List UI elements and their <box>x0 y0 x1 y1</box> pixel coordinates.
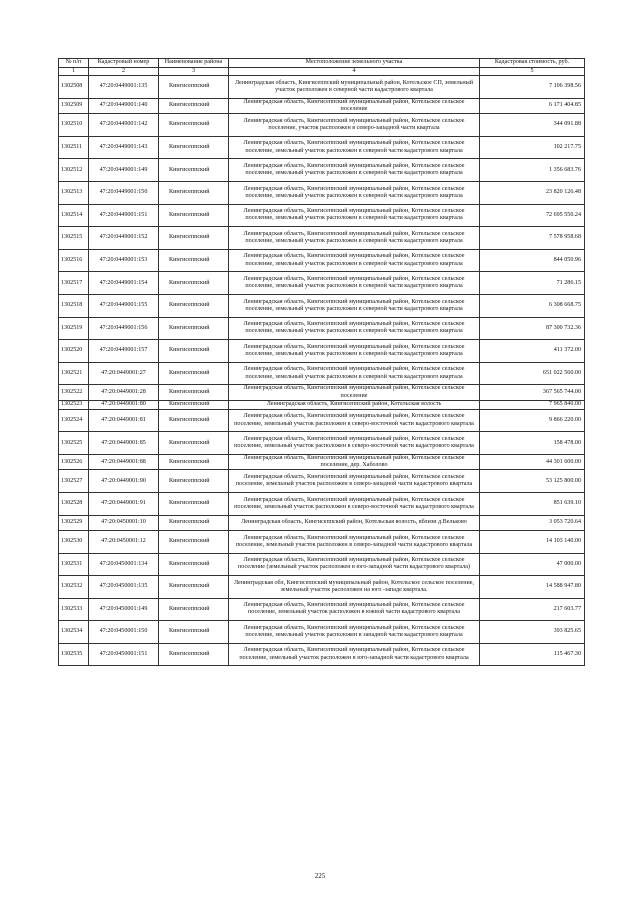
location-description: Ленинградская область, Кингисеппский район, Котельская волость <box>229 400 480 409</box>
header-location: Местоположение земельного участка <box>229 59 480 68</box>
table-row <box>59 530 585 553</box>
district-name: Кингисеппский <box>159 317 229 340</box>
location-description: Ленинградская область, Кингисеппский муниципальный район, Котельское сельское поселение, земельный участок расположен в северной части кадастрового квартала <box>229 340 480 363</box>
cadastral-number: 47:20:0449001:156 <box>89 317 159 340</box>
table-row <box>59 492 585 515</box>
location-description: Ленинградская область, Кингисеппский муниципальный район, Котельское сельское поселение, земельный участок расположен в западной части кадастрового квартала <box>229 621 480 644</box>
location-description: Ленинградская область, Кингисеппский муниципальный район, Котельское сельское поселение, земельный участок расположен в южной части кадастрового квартала <box>229 598 480 621</box>
district-name: Кингисеппский <box>159 385 229 400</box>
cadastral-number: 47:20:0449001:140 <box>89 98 159 113</box>
district-name: Кингисеппский <box>159 454 229 469</box>
page-number: 225 <box>314 872 326 880</box>
cadastral-cost: 44 301 600.00 <box>480 454 585 469</box>
cadastral-number: 47:20:0449001:153 <box>89 249 159 272</box>
cadastral-cost: 393 825.65 <box>480 621 585 644</box>
table-row <box>59 136 585 159</box>
table-row <box>59 98 585 113</box>
district-name: Кингисеппский <box>159 515 229 530</box>
table-row <box>59 470 585 493</box>
table-row <box>59 204 585 227</box>
row-number: 1302524 <box>59 409 89 432</box>
row-number: 1302523 <box>59 400 89 409</box>
cadastral-number: 47:20:0450001:135 <box>89 576 159 599</box>
cadastral-number: 47:20:0449001:142 <box>89 114 159 137</box>
district-name: Кингисеппский <box>159 362 229 385</box>
header-district: Наименование района <box>159 59 229 68</box>
district-name: Кингисеппский <box>159 159 229 182</box>
district-name: Кингисеппский <box>159 76 229 99</box>
location-description: Ленинградская область, Кингисеппский муниципальный район, Котельское сельское поселение, земельный участок расположен в юго-западной части кадастрового квартала <box>229 643 480 666</box>
column-number-row <box>59 68 585 76</box>
cadastral-number: 47:20:0449001:28 <box>89 385 159 400</box>
district-name: Кингисеппский <box>159 272 229 295</box>
row-number: 1302509 <box>59 98 89 113</box>
district-name: Кингисеппский <box>159 598 229 621</box>
row-number: 1302511 <box>59 136 89 159</box>
row-number: 1302533 <box>59 598 89 621</box>
district-name: Кингисеппский <box>159 470 229 493</box>
location-description: Ленинградская область, Кингисеппский муниципальный район, Котельское сельское поселение, земельный участок расположен в северной части кадастрового квартала <box>229 272 480 295</box>
cadastral-cost: 3 053 720.64 <box>480 515 585 530</box>
cadastral-cost: 115 467.30 <box>480 643 585 666</box>
district-name: Кингисеппский <box>159 492 229 515</box>
table-row <box>59 576 585 599</box>
column-number: 1 <box>59 68 89 76</box>
row-number: 1302527 <box>59 470 89 493</box>
header-cadastral-number: Кадастровый номер <box>89 59 159 68</box>
cadastral-cost: 851 639.10 <box>480 492 585 515</box>
table-header-row <box>59 59 585 68</box>
cadastral-cost: 6 171 404.85 <box>480 98 585 113</box>
district-name: Кингисеппский <box>159 553 229 576</box>
location-description: Ленинградская область, Кингисеппский муниципальный район, Котельское сельское поселение, земельный участок расположен в северо-западной части кадастрового квартала <box>229 530 480 553</box>
table-row <box>59 181 585 204</box>
location-description: Ленинградская область, Кингисеппский муниципальный район, Котельское сельское поселение, земельный участок расположен в северной части кадастрового квартала <box>229 317 480 340</box>
cadastral-number: 47:20:0450001:149 <box>89 598 159 621</box>
table-row <box>59 598 585 621</box>
cadastral-number: 47:20:0450001:151 <box>89 643 159 666</box>
row-number: 1302519 <box>59 317 89 340</box>
table-row <box>59 294 585 317</box>
table-row <box>59 227 585 250</box>
cadastral-number: 47:20:0449001:88 <box>89 454 159 469</box>
cadastral-number: 47:20:0449001:27 <box>89 362 159 385</box>
district-name: Кингисеппский <box>159 530 229 553</box>
location-description: Ленинградская область, Кингисеппский муниципальный район, Котельское сельское поселение, земельный участок расположен в северной части кадастрового квартала <box>229 249 480 272</box>
row-number: 1302535 <box>59 643 89 666</box>
cadastral-number: 47:20:0449001:80 <box>89 400 159 409</box>
district-name: Кингисеппский <box>159 227 229 250</box>
district-name: Кингисеппский <box>159 98 229 113</box>
cadastral-number: 47:20:0449001:152 <box>89 227 159 250</box>
row-number: 1302521 <box>59 362 89 385</box>
row-number: 1302508 <box>59 76 89 99</box>
cadastral-number: 47:20:0450001:134 <box>89 553 159 576</box>
cadastral-number: 47:20:0450001:10 <box>89 515 159 530</box>
row-number: 1302531 <box>59 553 89 576</box>
table-row <box>59 249 585 272</box>
table-row <box>59 643 585 666</box>
row-number: 1302526 <box>59 454 89 469</box>
cadastral-cost: 9 866 220.00 <box>480 409 585 432</box>
district-name: Кингисеппский <box>159 114 229 137</box>
district-name: Кингисеппский <box>159 249 229 272</box>
cadastral-table <box>58 58 585 666</box>
table-row <box>59 553 585 576</box>
table-row <box>59 385 585 400</box>
column-number: 2 <box>89 68 159 76</box>
district-name: Кингисеппский <box>159 204 229 227</box>
table-row <box>59 114 585 137</box>
table-row <box>59 432 585 455</box>
cadastral-number: 47:20:0449001:155 <box>89 294 159 317</box>
location-description: Ленинградская область, Кингисеппский муниципальный район, Котельское сельское поселение, земельный участок расположен в северной части кадастрового квартала <box>229 362 480 385</box>
cadastral-cost: 23 820 126.48 <box>480 181 585 204</box>
location-description: Ленинградская область, Кингисеппский муниципальный район, Котельское сельское поселение (земельный участок расположен в юго-западной части кадастрового квартала) <box>229 553 480 576</box>
cadastral-cost: 1 356 683.76 <box>480 159 585 182</box>
column-number: 3 <box>159 68 229 76</box>
cadastral-number: 47:20:0449001:81 <box>89 409 159 432</box>
cadastral-cost: 7 578 958.68 <box>480 227 585 250</box>
table-row <box>59 400 585 409</box>
cadastral-cost: 102 217.75 <box>480 136 585 159</box>
table-row <box>59 454 585 469</box>
district-name: Кингисеппский <box>159 576 229 599</box>
district-name: Кингисеппский <box>159 136 229 159</box>
location-description: Ленинградская область, Кингисеппский муниципальный район, Котельское сельское поселение, земельный участок расположен в северной части кадастрового квартала <box>229 204 480 227</box>
district-name: Кингисеппский <box>159 340 229 363</box>
cadastral-cost: 844 050.96 <box>480 249 585 272</box>
table-row <box>59 340 585 363</box>
row-number: 1302514 <box>59 204 89 227</box>
row-number: 1302534 <box>59 621 89 644</box>
row-number: 1302530 <box>59 530 89 553</box>
location-description: Ленинградская область, Кингисеппский муниципальный район, Котельское сельское поселение, участок расположен в северо-западной части квартала <box>229 114 480 137</box>
cadastral-cost: 411 372.00 <box>480 340 585 363</box>
row-number: 1302525 <box>59 432 89 455</box>
district-name: Кингисеппский <box>159 294 229 317</box>
cadastral-number: 47:20:0449001:157 <box>89 340 159 363</box>
row-number: 1302528 <box>59 492 89 515</box>
cadastral-number: 47:20:0449001:91 <box>89 492 159 515</box>
cadastral-number: 47:20:0449001:143 <box>89 136 159 159</box>
district-name: Кингисеппский <box>159 643 229 666</box>
cadastral-cost: 71 286.15 <box>480 272 585 295</box>
header-cost: Кадастровая стоимость, руб. <box>480 59 585 68</box>
cadastral-cost: 217 603.77 <box>480 598 585 621</box>
cadastral-cost: 6 308 668.75 <box>480 294 585 317</box>
cadastral-cost: 7 106 398.56 <box>480 76 585 99</box>
district-name: Кингисеппский <box>159 181 229 204</box>
document-page <box>58 58 584 666</box>
table-row <box>59 159 585 182</box>
cadastral-number: 47:20:0449001:85 <box>89 432 159 455</box>
district-name: Кингисеппский <box>159 432 229 455</box>
cadastral-cost: 14 103 140.00 <box>480 530 585 553</box>
cadastral-number: 47:20:0450001:12 <box>89 530 159 553</box>
row-number: 1302522 <box>59 385 89 400</box>
table-body <box>59 76 585 666</box>
table-row <box>59 409 585 432</box>
row-number: 1302518 <box>59 294 89 317</box>
row-number: 1302532 <box>59 576 89 599</box>
table-row <box>59 515 585 530</box>
location-description: Ленинградская область, Кингисеппский муниципальный район, Котельское сельское поселение <box>229 385 480 400</box>
location-description: Ленинградская область, Кингисеппский муниципальный район, Котельское сельское поселение, земельный участок расположен в северо-восточной части кадастрового квартала <box>229 492 480 515</box>
cadastral-number: 47:20:0449001:150 <box>89 181 159 204</box>
cadastral-cost: 47 000.00 <box>480 553 585 576</box>
header-number: № п/п <box>59 59 89 68</box>
row-number: 1302520 <box>59 340 89 363</box>
row-number: 1302516 <box>59 249 89 272</box>
location-description: Ленинградская область, Кингисеппский муниципальный район, Котельское сельское поселение, земельный участок расположен в северо-западной части кадастрового квартала <box>229 470 480 493</box>
location-description: Ленинградская область, Кингисеппский муниципальный район, Котельское сельское поселение, земельный участок расположен в северной части кадастрового квартала <box>229 227 480 250</box>
cadastral-cost: 72 695 550.24 <box>480 204 585 227</box>
table-row <box>59 362 585 385</box>
row-number: 1302517 <box>59 272 89 295</box>
cadastral-cost: 7 965 840.00 <box>480 400 585 409</box>
cadastral-cost: 87 300 732.36 <box>480 317 585 340</box>
cadastral-cost: 53 125 800.00 <box>480 470 585 493</box>
location-description: Ленинградская область, Кингисеппский муниципальный район, Котельское сельское поселение <box>229 98 480 113</box>
cadastral-cost: 651 022 560.00 <box>480 362 585 385</box>
cadastral-cost: 367 565 744.00 <box>480 385 585 400</box>
table-row <box>59 76 585 99</box>
row-number: 1302529 <box>59 515 89 530</box>
cadastral-number: 47:20:0450001:150 <box>89 621 159 644</box>
cadastral-number: 47:20:0449001:154 <box>89 272 159 295</box>
cadastral-cost: 158 478.00 <box>480 432 585 455</box>
location-description: Ленинградская область, Кингисеппский муниципальный район, Котельское сельское поселение, земельный участок расположен в северо-восточной части кадастрового квартала <box>229 409 480 432</box>
district-name: Кингисеппский <box>159 409 229 432</box>
location-description: Ленинградская область, Кингисеппский муниципальный район, Котельское сельское поселение, земельный участок расположен в северной части кадастрового квартала <box>229 159 480 182</box>
district-name: Кингисеппский <box>159 621 229 644</box>
location-description: Ленинградская область, Кингисеппский муниципальный район, Котельское сельское поселение, земельный участок расположен в северной части кадастрового квартала <box>229 294 480 317</box>
cadastral-number: 47:20:0449001:90 <box>89 470 159 493</box>
cadastral-number: 47:20:0449001:151 <box>89 204 159 227</box>
cadastral-number: 47:20:0449001:149 <box>89 159 159 182</box>
table-row <box>59 272 585 295</box>
location-description: Ленинградская область, Кингисеппский муниципальный район, Котельское сельское поселение, земельный участок расположен в северной части кадастрового квартала <box>229 136 480 159</box>
cadastral-number: 47:20:0449001:135 <box>89 76 159 99</box>
row-number: 1302510 <box>59 114 89 137</box>
row-number: 1302512 <box>59 159 89 182</box>
row-number: 1302515 <box>59 227 89 250</box>
location-description: Ленинградская область, Кингисеппский муниципальный район, Котельское СП, земельный участок расположен в северной части кадастрового квартала <box>229 76 480 99</box>
cadastral-cost: 344 091.88 <box>480 114 585 137</box>
table-row <box>59 317 585 340</box>
location-description: Ленинградская область, Кингисеппский муниципальный район, Котельское сельское поселение, земельный участок расположен в северо-восточной части кадастрового квартала <box>229 432 480 455</box>
column-number: 4 <box>229 68 480 76</box>
location-description: Ленинградская область, Кингисеппский район, Котельская волость, вблизи д.Вельково <box>229 515 480 530</box>
location-description: Ленинградская область, Кингисеппский муниципальный район, Котельское сельское поселение, дер. Хаболово <box>229 454 480 469</box>
district-name: Кингисеппский <box>159 400 229 409</box>
table-row <box>59 621 585 644</box>
column-number: 5 <box>480 68 585 76</box>
location-description: Ленинградская обл, Кингисеппский муниципальный район, Котельское сельское поселение, земельный участок расположен на юго -западе квартала. <box>229 576 480 599</box>
cadastral-cost: 14 588 947.80 <box>480 576 585 599</box>
location-description: Ленинградская область, Кингисеппский муниципальный район, Котельское сельское поселение, земельный участок расположен в северной части кадастрового квартала <box>229 181 480 204</box>
row-number: 1302513 <box>59 181 89 204</box>
